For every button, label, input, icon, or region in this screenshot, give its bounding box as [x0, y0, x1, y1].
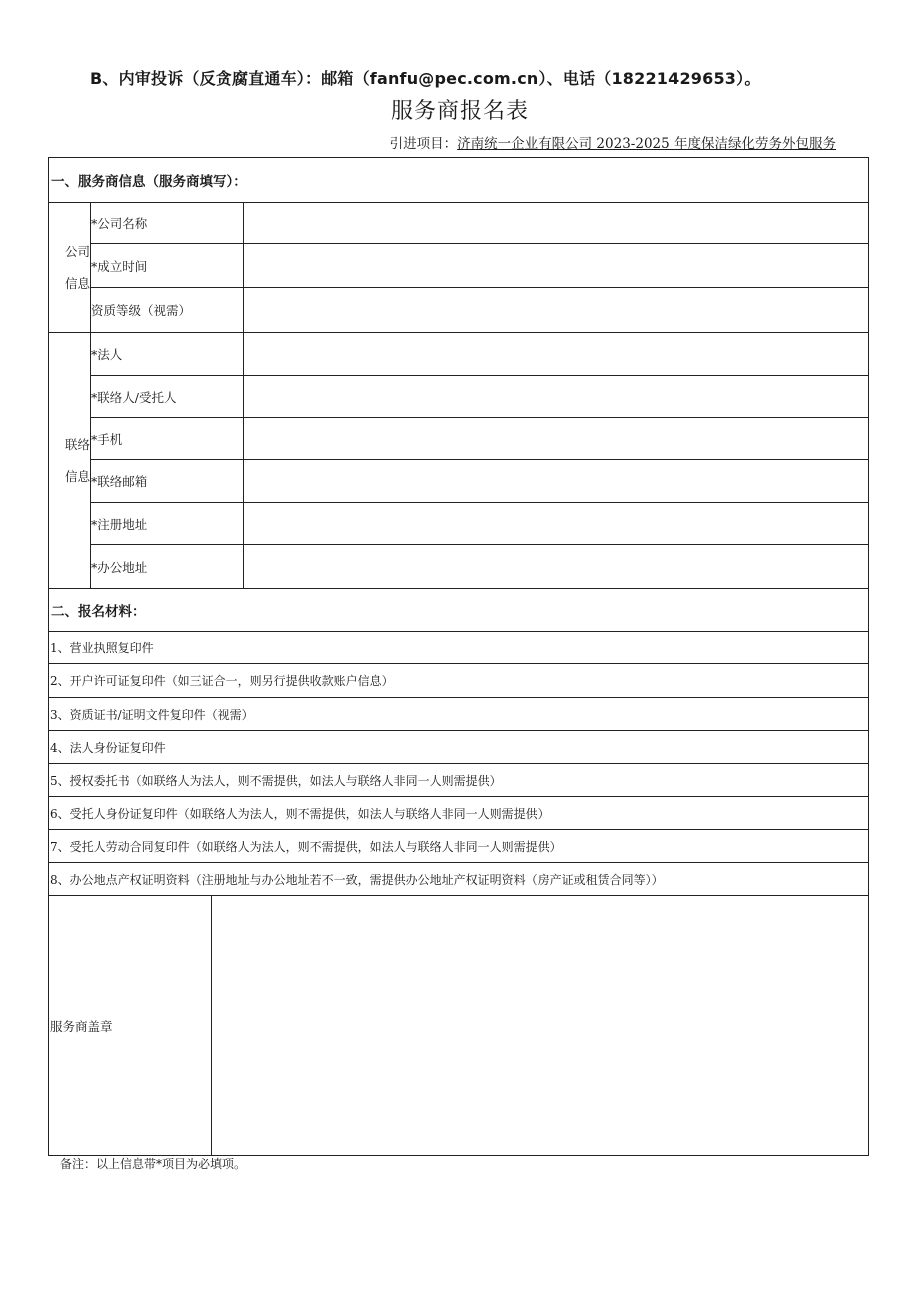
complaint-contact-line: B、内审投诉（反贪腐直通车）：邮箱（fanfu@pec.com.cn）、电话（18221429653）。 [90, 69, 761, 88]
material-item: 2、开户许可证复印件（如三证合一，则另行提供收款账户信息） [49, 664, 868, 698]
seal-label: 服务商盖章 [49, 896, 212, 1155]
material-item: 3、资质证书/证明文件复印件（视需） [49, 698, 868, 731]
contact-info-label: 联络信息 [49, 333, 91, 588]
field-label: *手机 [91, 418, 244, 459]
field-mobile [91, 418, 868, 460]
field-company-name [91, 203, 868, 244]
field-label: *联络邮箱 [91, 460, 244, 502]
registration-form-table [48, 157, 869, 1156]
mobile-input[interactable] [244, 418, 868, 459]
company-name-input[interactable] [244, 203, 868, 243]
office-address-input[interactable] [244, 545, 868, 588]
field-contact-email [91, 460, 868, 503]
field-label: *办公地址 [91, 545, 244, 588]
field-label: 资质等级（视需） [91, 288, 244, 332]
footnote: 备注：以上信息带*项目为必填项。 [60, 1157, 247, 1171]
contact-email-input[interactable] [244, 460, 868, 502]
material-item: 4、法人身份证复印件 [49, 731, 868, 764]
company-info-label: 公司信息 [49, 203, 91, 332]
company-info-group [49, 203, 868, 333]
field-legal-person [91, 333, 868, 376]
form-title: 服务商报名表 [390, 99, 529, 124]
material-item: 6、受托人身份证复印件（如联络人为法人，则不需提供，如法人与联络人非同一人则需提供） [49, 797, 868, 830]
project-subtitle [390, 132, 836, 152]
material-item: 1、营业执照复印件 [49, 632, 868, 664]
registered-address-input[interactable] [244, 503, 868, 544]
field-founded-date [91, 244, 868, 288]
section2-heading: 二、报名材料： [49, 589, 868, 632]
section1-heading: 一、服务商信息（服务商填写）： [49, 158, 868, 203]
field-registered-address [91, 503, 868, 545]
founded-date-input[interactable] [244, 244, 868, 287]
contact-info-group [49, 333, 868, 589]
field-label: *法人 [91, 333, 244, 375]
field-office-address [91, 545, 868, 588]
field-label: *注册地址 [91, 503, 244, 544]
qualification-level-input[interactable] [244, 288, 868, 332]
seal-area[interactable] [212, 896, 868, 1155]
material-item: 7、受托人劳动合同复印件（如联络人为法人，则不需提供，如法人与联络人非同一人则需提供） [49, 830, 868, 863]
field-label: *成立时间 [91, 244, 244, 287]
seal-row [49, 896, 868, 1155]
field-label: *公司名称 [91, 203, 244, 243]
material-item: 5、授权委托书（如联络人为法人，则不需提供，如法人与联络人非同一人则需提供） [49, 764, 868, 797]
field-label: *联络人/受托人 [91, 376, 244, 417]
field-qualification-level [91, 288, 868, 332]
material-item: 8、办公地点产权证明资料（注册地址与办公地址若不一致，需提供办公地址产权证明资料（房产证或租赁合同等）） [49, 863, 868, 896]
project-name: 济南统一企业有限公司 2023-2025 年度保洁绿化劳务外包服务 [457, 136, 836, 152]
field-contact-person [91, 376, 868, 418]
project-prefix: 引进项目： [389, 136, 458, 152]
legal-person-input[interactable] [244, 333, 868, 375]
contact-person-input[interactable] [244, 376, 868, 417]
